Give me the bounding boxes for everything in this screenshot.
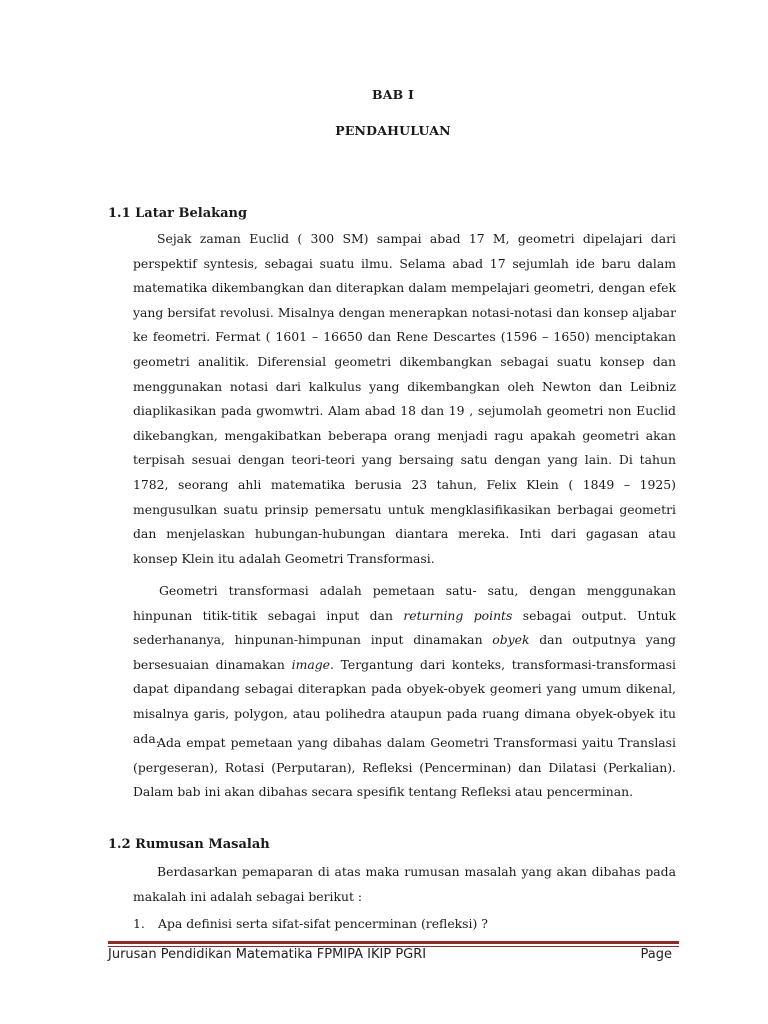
italic-term-obyek: obyek	[492, 632, 530, 648]
section-heading-rumusan-masalah: 1.2 Rumusan Masalah	[108, 837, 270, 852]
italic-term-returning-points: returning points	[403, 607, 513, 623]
paragraph-text: Ada empat pemetaan yang dibahas dalam Geometri Transformasi yaitu Translasi (pergeseran), Rotasi (Perputaran), Refleksi (Pencerminan) dan Dilatasi (Perkalian). Dalam bab ini akan dibahas secara spesifik tentang Refleksi atau pencerminan.	[133, 735, 676, 800]
paragraph-text: Berdasarkan pemaparan di atas maka rumusan masalah yang akan dibahas pada makalah ini adalah sebagai berikut :	[133, 864, 676, 904]
footer-page-label: Page	[640, 947, 672, 962]
paragraph-rumusan-masalah	[133, 860, 676, 909]
paragraph-text-part: Geometri transformasi adalah pemetaan satu- satu, dengan menggunakan hinpunan titik-titik sebagai input dan	[133, 583, 676, 623]
list-item-text: Apa definisi serta sifat-sifat pencerminan (refleksi) ?	[158, 916, 488, 931]
paragraph-text: Sejak zaman Euclid ( 300 SM) sampai abad 17 M, geometri dipelajari dari perspektif syntesis, sebagai suatu ilmu. Selama abad 17 sejumlah ide baru dalam matematika dikembangkan dan diterapkan dalam mempelajari geometri, dengan efek yang bersifat revolusi. Misalnya dengan menerapkan notasi-notasi dan konsep aljabar ke feometri. Fermat ( 1601 – 16650 dan Rene Descartes (1596 – 1650) menciptakan geometri analitik. Diferensial geometri dikembangkan sebagai suatu konsep dan menggunakan notasi dari kalkulus yang dikembangkan oleh Newton dan Leibniz diaplikasikan pada gwomwtri. Alam abad 18 dan 19 , sejumolah geometri non Euclid dikebangkan, mengakibatkan beberapa orang menjadi ragu apakah geometri akan terpisah sesuai dengan teori-teori yang bersaing satu dengan yang lain. Di tahun 1782, seorang ahli matematika berusia 23 tahun, Felix Klein ( 1849 – 1925) mengusulkan suatu prinsip pemersatu untuk mengklasifikasikan berbagai geometri dan menjelaskan hubungan-hubungan diantara mereka. Inti dari gagasan atau konsep Klein itu adalah Geometri Transformasi.	[133, 231, 676, 566]
list-item	[133, 912, 488, 936]
footer-department: Jurusan Pendidikan Matematika FPMIPA IKIP PGRI	[108, 947, 427, 962]
list-item-number: 1.	[133, 916, 145, 931]
italic-term-image: image	[291, 656, 330, 672]
paragraph-text-part: dan outputnya yang bersesuaian dinamakan	[133, 632, 676, 672]
chapter-title: PENDAHULUAN	[335, 123, 451, 138]
paragraph-latar-belakang-2	[133, 579, 676, 751]
paragraph-text-part: . Tergantung dari konteks, transformasi-transformasi dapat dipandang sebagai diterapkan pada obyek-obyek geomeri yang umum dikenal, misalnya garis, polygon, atau polihedra ataupun pada ruang dimana obyek-obyek itu ada.	[133, 656, 676, 746]
paragraph-latar-belakang-3	[133, 731, 676, 805]
paragraph-latar-belakang-1	[133, 227, 676, 571]
footer-divider	[108, 941, 679, 944]
chapter-number: BAB I	[371, 87, 415, 102]
section-heading-latar-belakang: 1.1 Latar Belakang	[108, 206, 248, 221]
paragraph-text-part: sebagai output. Untuk sederhananya, hinpunan-himpunan input dinamakan	[133, 607, 676, 648]
